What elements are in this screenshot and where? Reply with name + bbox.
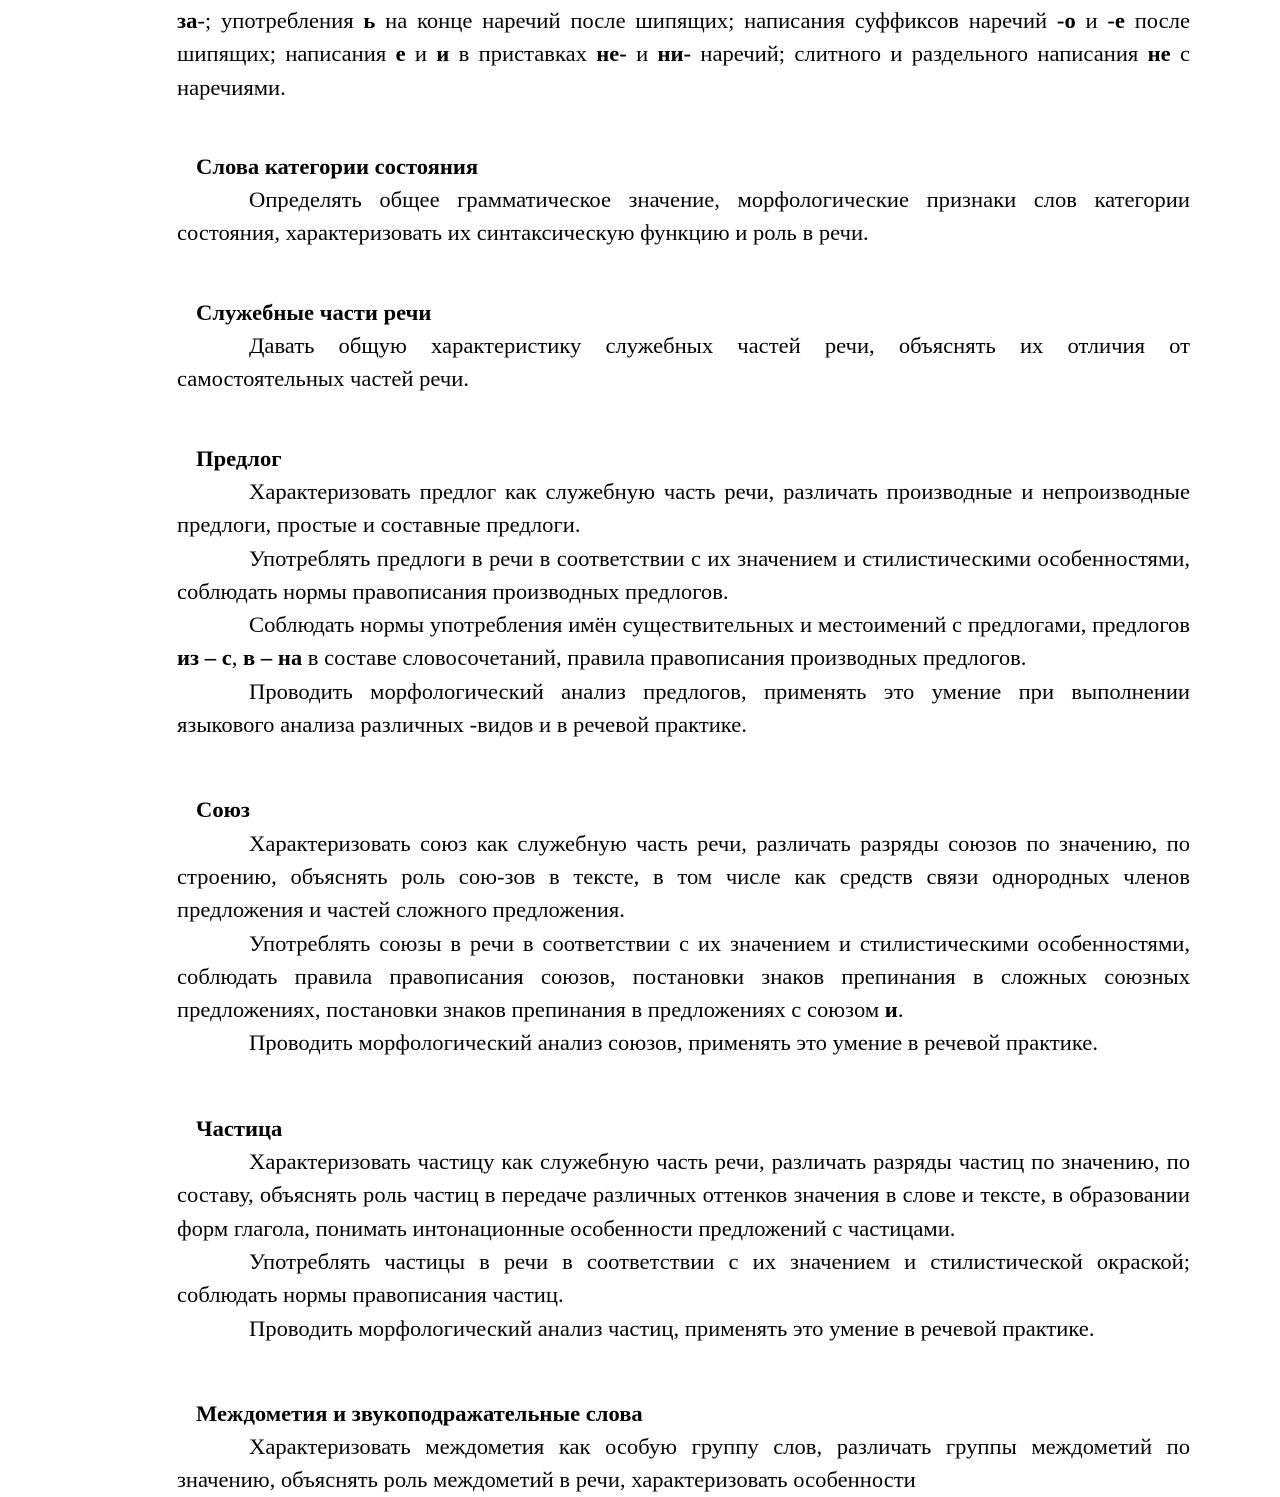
soyuz-paragraph-1 <box>177 827 1190 927</box>
emphasis-run: е <box>395 41 406 67</box>
predlog-paragraph-2 <box>177 542 1190 609</box>
text-run: и <box>1075 8 1108 33</box>
text-run: Характеризовать частицу как служебную часть речи, различать разряды частиц по значению, по составу, объяснять роль частиц в передаче различных оттенков значения в слове и тексте, в образовании форм глагола, понимать интонационные особенности предложений с частицами. <box>177 1149 1190 1241</box>
text-run: -; употребления <box>197 8 364 33</box>
gap-before-soyuz <box>177 741 1190 793</box>
slova-kategorii-paragraph-1 <box>177 183 1190 250</box>
emphasis-run: из – с <box>177 645 232 671</box>
gap-before-mezhdometiya <box>177 1345 1190 1397</box>
text-run: Характеризовать союз как служебную часть речи, различать разряды союзов по значению, по строению, объяснять роль сою-зов в тексте, в том числе как средств связи однородных членов предложения и частей сложного предложения. <box>177 830 1190 923</box>
text-run: Употреблять предлоги в речи в соответствии с их значением и стилистическими особенностями, соблюдать нормы правописания производных предлогов. <box>177 545 1190 604</box>
emphasis-run: ь <box>363 8 376 33</box>
predlog-paragraph-4 <box>177 675 1190 742</box>
gap-before-chastitsa <box>177 1060 1190 1112</box>
predlog-paragraph-3 <box>177 608 1190 675</box>
text-run: Проводить морфологический анализ союзов, применять это умение в речевой практике. <box>249 1030 1098 1056</box>
heading-soyuz: Союз <box>196 797 250 823</box>
emphasis-run: в – на <box>243 645 303 671</box>
text-run: после шипящих; написания <box>177 8 1191 67</box>
text-run: Употреблять союзы в речи в соответствии с их значением и стилистическими особенностями, соблюдать правила правописания союзов, постановки знаков препинания в сложных союзных предложениях, постановки знаков препинания в предложениях с союзом <box>177 930 1190 1023</box>
gap-before-predlog <box>177 396 1190 442</box>
text-run: , <box>231 645 244 671</box>
text-run: . <box>897 997 904 1023</box>
chastitsa-paragraph-1 <box>177 1145 1190 1245</box>
emphasis-run: -е <box>1107 8 1125 33</box>
heading-predlog: Предлог <box>196 445 282 471</box>
heading-sluzhebnye-chasti-rechi: Служебные части речи <box>196 299 432 325</box>
sluzhebnye-chasti-paragraph-1 <box>177 329 1190 396</box>
text-run: и <box>405 41 437 67</box>
text-run: Проводить морфологический анализ предлогов, применять это умение при выполнении языкового анализа различных -видов и в речевой практике. <box>177 678 1190 738</box>
emphasis-run: и <box>884 997 898 1023</box>
gap-before-sluzhebnye-chasti <box>177 250 1190 296</box>
text-run: Проводить морфологический анализ частиц, применять это умение в речевой практике. <box>249 1315 1095 1341</box>
chastitsa-paragraph-2 <box>177 1245 1190 1312</box>
text-run: Определять общее грамматическое значение, морфологические признаки слов категории состояния, характеризовать их синтаксическую функцию и роль в речи. <box>177 187 1190 246</box>
heading-slova-kategorii-sostoyaniya: Слова категории состояния <box>196 153 479 179</box>
emphasis-run: не- <box>596 41 627 67</box>
text-run: на конце наречий после шипящих; написания суффиксов наречий <box>375 8 1057 33</box>
heading-chastitsa: Частица <box>196 1115 283 1141</box>
emphasis-run: не <box>1147 41 1171 67</box>
text-run: Употреблять частицы в речи в соответствии с их значением и стилистической окраской; соблюдать нормы правописания частиц. <box>177 1248 1190 1308</box>
text-run: и <box>626 41 658 67</box>
predlog-paragraph-1 <box>177 475 1190 542</box>
mezhdometiya-paragraph-1 <box>177 1430 1190 1497</box>
soyuz-paragraph-3 <box>177 1026 1190 1059</box>
text-run: с наречиями. <box>177 41 1190 100</box>
soyuz-paragraph-2 <box>177 927 1190 1027</box>
document-text-body <box>177 4 1190 1497</box>
text-run: Соблюдать нормы употребления имён существительных и местоимений с предлогами, предлогов <box>249 612 1190 638</box>
text-run: наречий; слитного и раздельного написания <box>691 41 1148 67</box>
emphasis-run: -о <box>1056 8 1076 33</box>
text-run: Характеризовать предлог как служебную часть речи, различать производные и непроизводные предлоги, простые и составные предлоги. <box>177 478 1190 538</box>
chastitsa-paragraph-3 <box>177 1312 1190 1345</box>
emphasis-run: за <box>177 8 198 33</box>
gap-before-slova-kategorii <box>177 104 1190 150</box>
text-run: Характеризовать междометия как особую группу слов, различать группы междометий по значению, объяснять роль междометий в речи, характеризовать особенности <box>177 1434 1190 1493</box>
text-run: Давать общую характеристику служебных частей речи, объяснять их отличия от самостоятельных частей речи. <box>177 333 1190 392</box>
text-run: в приставках <box>449 41 597 67</box>
heading-mezhdometiya: Междометия и звукоподражательные слова <box>196 1400 643 1426</box>
intro-continuation-paragraph <box>177 4 1190 104</box>
emphasis-run: и <box>436 41 450 67</box>
emphasis-run: ни- <box>657 41 692 67</box>
text-run: в составе словосочетаний, правила правописания производных предлогов. <box>302 645 1027 671</box>
